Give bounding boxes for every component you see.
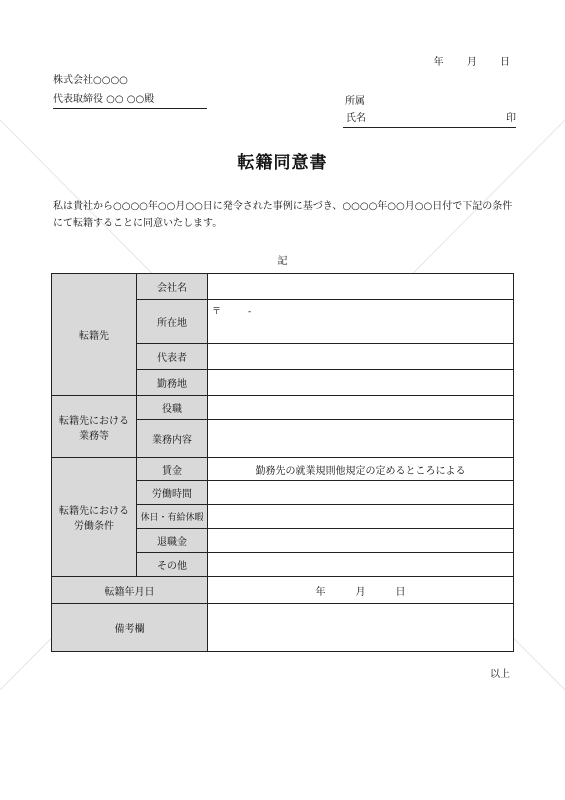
label-transfer-date: 転籍年月日 <box>52 577 208 604</box>
label-position: 役職 <box>137 396 208 420</box>
label-other: その他 <box>137 553 208 577</box>
value-holidays[interactable] <box>208 505 514 529</box>
intro-paragraph: 私は貴社から○○○○年○○月○○日に発令された事例に基づき、○○○○年○○月○○日付で下記の条件にて転籍することに同意いたします。 <box>53 201 513 229</box>
label-duties: 業務内容 <box>137 420 208 458</box>
value-transfer-date[interactable]: 年 月 日 <box>208 577 514 604</box>
label-representative: 代表者 <box>137 344 208 370</box>
value-working-hours[interactable] <box>208 481 514 505</box>
closing-text: 以上 <box>490 669 510 680</box>
document-title: 転籍同意書 <box>237 153 328 173</box>
value-address[interactable]: 〒 - <box>208 300 514 344</box>
label-retirement: 退職金 <box>137 529 208 553</box>
name-label: 氏名 <box>346 113 366 124</box>
label-working-hours: 労働時間 <box>137 481 208 505</box>
addressee-representative: 代表取締役 ○○ ○○殿 <box>53 90 207 109</box>
value-representative[interactable] <box>208 344 514 370</box>
value-duties[interactable] <box>208 420 514 458</box>
addressee-company: 株式会社○○○○ <box>53 75 128 86</box>
label-company-name: 会社名 <box>137 274 208 300</box>
label-wage: 賃金 <box>137 458 208 481</box>
value-wage[interactable]: 勤務先の就業規則他規定の定めるところによる <box>208 458 514 481</box>
conditions-table <box>51 273 514 652</box>
value-retirement[interactable] <box>208 529 514 553</box>
value-position[interactable] <box>208 396 514 420</box>
label-workplace: 勤務地 <box>137 370 208 396</box>
label-remarks: 備考欄 <box>52 604 208 652</box>
value-remarks[interactable] <box>208 604 514 652</box>
affiliation-label: 所属 <box>345 96 365 107</box>
date-day: 日 <box>500 57 510 68</box>
value-workplace[interactable] <box>208 370 514 396</box>
label-holidays: 休日・有給休暇 <box>137 505 208 529</box>
date-month: 月 <box>466 57 477 68</box>
name-line <box>343 109 516 128</box>
ki-heading: 記 <box>277 256 288 267</box>
value-company-name[interactable] <box>208 274 514 300</box>
date-year: 年 <box>433 57 444 68</box>
group-working-conditions: 転籍先における労働条件 <box>52 458 137 577</box>
label-address: 所在地 <box>137 300 208 344</box>
value-other[interactable] <box>208 553 514 577</box>
seal-label: 印 <box>506 113 516 124</box>
date-line <box>434 53 510 68</box>
group-transfer-destination: 転籍先 <box>52 274 137 396</box>
group-duties: 転籍先における業務等 <box>52 396 137 458</box>
